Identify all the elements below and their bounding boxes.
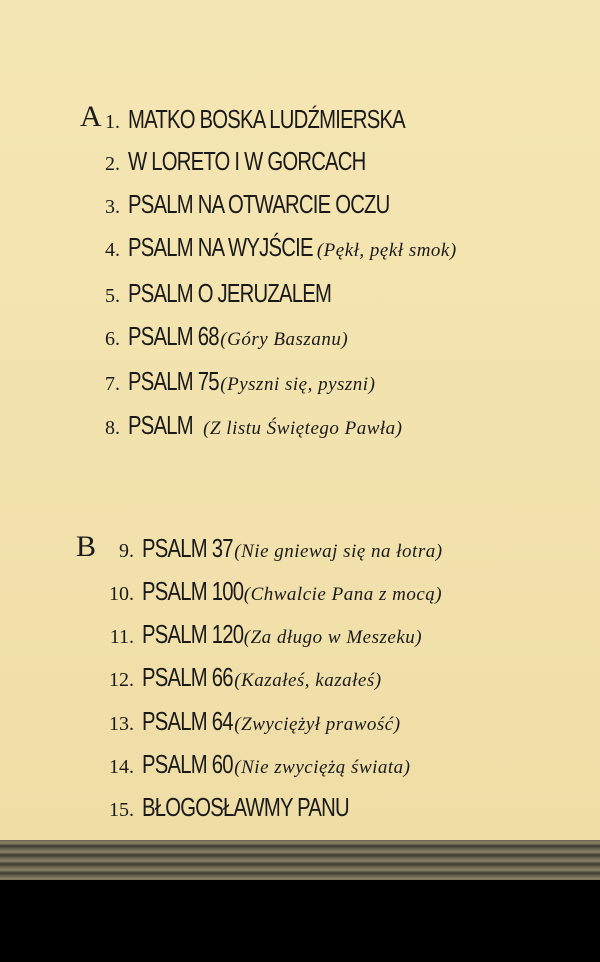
- track-number: 10.: [109, 583, 134, 605]
- track-title: PSALM 37: [142, 533, 233, 563]
- track-item: [94, 751, 411, 777]
- scan-edge-band: [0, 840, 600, 880]
- track-title: PSALM NA OTWARCIE OCZU: [128, 189, 390, 219]
- track-number: 2.: [105, 153, 120, 175]
- track-title: PSALM 64: [142, 706, 233, 736]
- track-title: PSALM 66: [142, 662, 233, 692]
- track-item: [94, 794, 407, 820]
- track-number: 12.: [109, 669, 134, 691]
- track-subtitle: (Góry Baszanu): [220, 329, 349, 350]
- track-subtitle: (Chwalcie Pana z mocą): [243, 584, 443, 605]
- track-number: 15.: [109, 799, 134, 821]
- track-item: [94, 621, 422, 647]
- track-title: BŁOGOSŁAWMY PANU: [142, 792, 349, 822]
- track-title: PSALM NA WYJŚCIE: [128, 232, 313, 262]
- track-subtitle: (Z listu Świętego Pawła): [203, 418, 403, 439]
- track-subtitle: (Za długo w Meszeku): [243, 627, 423, 648]
- track-item: [80, 368, 375, 394]
- track-title: PSALM 68: [128, 321, 219, 351]
- track-number: 9.: [119, 540, 134, 562]
- track-title: PSALM 100: [142, 576, 244, 606]
- track-item: [80, 191, 463, 217]
- track-title: MATKO BOSKA LUDŹMIERSKA: [128, 104, 405, 134]
- track-title: W LORETO I W GORCACH: [128, 146, 366, 176]
- track-title: PSALM 120: [142, 619, 244, 649]
- track-number: 14.: [109, 756, 134, 778]
- track-item: [94, 578, 442, 604]
- side-a-label: A: [80, 100, 102, 133]
- track-number: 4.: [105, 239, 120, 261]
- track-title: PSALM 75: [128, 366, 219, 396]
- track-title: PSALM O JERUZALEM: [128, 278, 332, 308]
- track-item: [80, 106, 483, 132]
- track-subtitle: (Nie gniewaj się na łotra): [234, 541, 443, 562]
- track-item: [80, 280, 388, 306]
- track-number: 13.: [109, 713, 134, 735]
- track-number: 6.: [105, 328, 120, 350]
- track-number: 8.: [105, 417, 120, 439]
- track-subtitle: (Zwyciężył prawość): [234, 714, 401, 735]
- track-subtitle: (Pękł, pękł smok): [316, 240, 457, 261]
- track-title: PSALM: [128, 410, 193, 440]
- track-number: 7.: [105, 373, 120, 395]
- track-item: [80, 412, 403, 438]
- track-item: [94, 535, 443, 561]
- track-item: [80, 234, 457, 260]
- track-number: 11.: [109, 626, 134, 648]
- track-item: [94, 708, 401, 734]
- track-number: 5.: [105, 285, 120, 307]
- track-item: [94, 664, 382, 690]
- track-subtitle: (Kazałeś, kazałeś): [234, 670, 382, 691]
- track-subtitle: (Nie zwyciężą świata): [234, 757, 411, 778]
- track-number: 1.: [105, 111, 120, 133]
- track-number: 3.: [105, 196, 120, 218]
- side-b-label: B: [76, 530, 97, 563]
- track-item: [80, 148, 433, 174]
- track-subtitle: (Pyszni się, pyszni): [220, 374, 376, 395]
- track-title: PSALM 60: [142, 749, 233, 779]
- scan-black-border: [0, 880, 600, 962]
- track-item: [80, 323, 348, 349]
